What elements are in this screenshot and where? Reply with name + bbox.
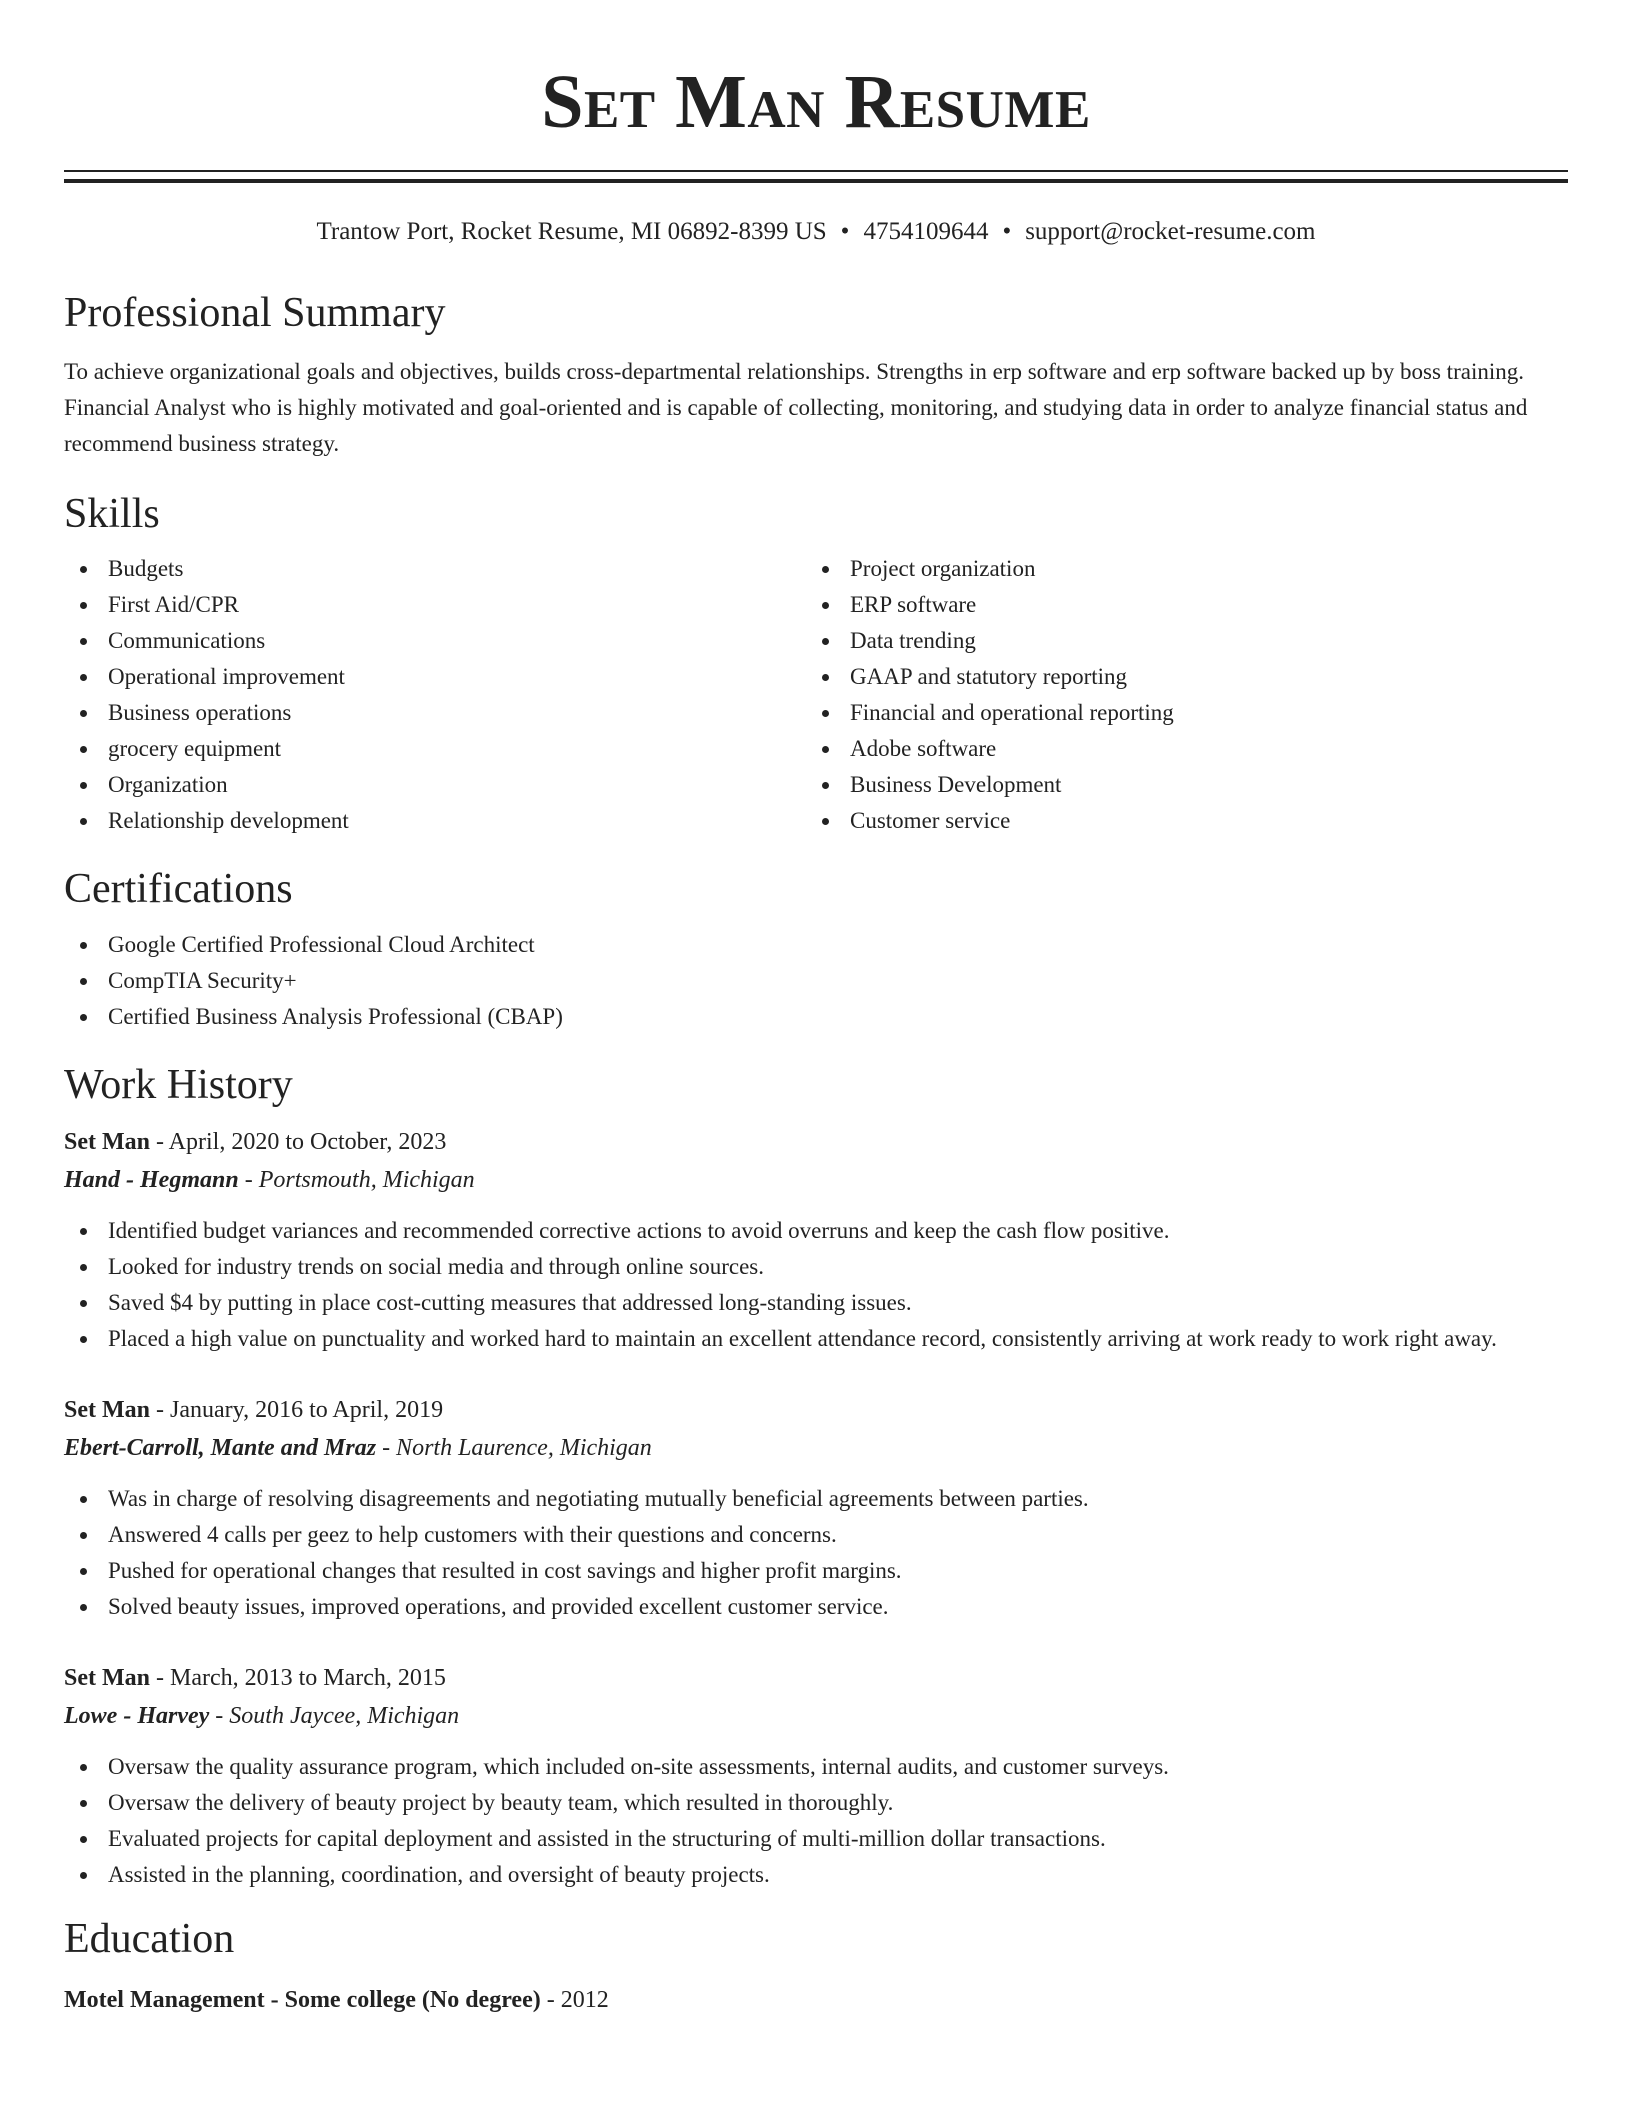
job-bullet: Oversaw the delivery of beauty project by beauty team, which resulted in thoroughly. <box>64 1785 1568 1821</box>
skill-item: Customer service <box>806 803 1548 839</box>
job-company-line <box>64 1161 1568 1199</box>
skill-item: Budgets <box>64 551 806 587</box>
skills-list-left <box>64 551 806 839</box>
skill-item: Project organization <box>806 551 1548 587</box>
work-history-heading: Work History <box>64 1061 293 1108</box>
skill-item: First Aid/CPR <box>64 587 806 623</box>
summary-heading: Professional Summary <box>64 290 446 336</box>
skills-columns <box>64 551 1568 839</box>
certification-item: Certified Business Analysis Professional (CBAP) <box>64 999 1568 1035</box>
resume-name: Set Man Resume <box>541 60 1091 144</box>
job-company-line <box>64 1429 1568 1467</box>
job-company-line <box>64 1697 1568 1735</box>
job-location: - North Laurence, Michigan <box>376 1435 652 1462</box>
job-title-line <box>64 1123 1568 1161</box>
job-title: Set Man <box>64 1397 150 1424</box>
header-rule-thin <box>64 170 1568 172</box>
education-degree: Motel Management - Some college (No degree) <box>64 1987 541 2014</box>
job-bullets <box>64 1213 1568 1357</box>
job-bullet: Pushed for operational changes that resulted in cost savings and higher profit margins. <box>64 1553 1568 1589</box>
job-bullet: Solved beauty issues, improved operations, and provided excellent customer service. <box>64 1589 1568 1625</box>
summary-text: To achieve organizational goals and objectives, builds cross-departmental relationships. Strengths in erp software and erp software backed up by boss training. Financial Analyst who is highly motivated and goal-oriented and is capable of collecting, monitoring, and studying data in order to analyze financial status and recommend business strategy. <box>64 359 1528 457</box>
job-company: Lowe - Harvey <box>64 1703 210 1730</box>
skill-item: Relationship development <box>64 803 806 839</box>
job-entry <box>64 1391 1568 1625</box>
job-bullets <box>64 1481 1568 1625</box>
skill-item: ERP software <box>806 587 1548 623</box>
job-bullet: Answered 4 calls per geez to help customers with their questions and concerns. <box>64 1517 1568 1553</box>
certifications-list <box>64 927 1568 1035</box>
job-entry <box>64 1659 1568 1893</box>
skill-item: Adobe software <box>806 731 1548 767</box>
certification-item: CompTIA Security+ <box>64 963 1568 999</box>
skill-item: Operational improvement <box>64 659 806 695</box>
education-year: - 2012 <box>540 1987 609 2014</box>
skill-item: Organization <box>64 767 806 803</box>
contact-line <box>64 217 1568 247</box>
job-dates: - January, 2016 to April, 2019 <box>150 1397 444 1424</box>
job-entry <box>64 1123 1568 1357</box>
contact-phone: 4754109644 <box>863 218 989 245</box>
skill-item: GAAP and statutory reporting <box>806 659 1548 695</box>
contact-separator: • <box>1002 218 1012 245</box>
skill-item: Communications <box>64 623 806 659</box>
job-bullet: Evaluated projects for capital deployment and assisted in the structuring of multi-million dollar transactions. <box>64 1821 1568 1857</box>
job-title: Set Man <box>64 1129 150 1156</box>
contact-address: Trantow Port, Rocket Resume, MI 06892-8399 US <box>316 218 827 245</box>
job-bullet: Looked for industry trends on social media and through online sources. <box>64 1249 1568 1285</box>
resume-page <box>64 0 1568 2019</box>
skill-item: Business operations <box>64 695 806 731</box>
job-title-line <box>64 1659 1568 1697</box>
skill-item: Data trending <box>806 623 1548 659</box>
job-bullet: Saved $4 by putting in place cost-cutting measures that addressed long-standing issues. <box>64 1285 1568 1321</box>
job-title-line <box>64 1391 1568 1429</box>
certifications-heading: Certifications <box>64 865 293 912</box>
skills-heading: Skills <box>64 491 160 538</box>
job-dates: - April, 2020 to October, 2023 <box>150 1129 447 1156</box>
skill-item: Business Development <box>806 767 1548 803</box>
job-dates: - March, 2013 to March, 2015 <box>150 1665 446 1692</box>
job-bullet: Identified budget variances and recommended corrective actions to avoid overruns and keep the cash flow positive. <box>64 1213 1568 1249</box>
job-bullet: Placed a high value on punctuality and worked hard to maintain an excellent attendance record, consistently arriving at work ready to work right away. <box>64 1321 1568 1357</box>
contact-email: support@rocket-resume.com <box>1025 218 1316 245</box>
job-location: - Portsmouth, Michigan <box>238 1167 475 1194</box>
skills-list-right <box>806 551 1548 839</box>
job-bullet: Assisted in the planning, coordination, and oversight of beauty projects. <box>64 1857 1568 1893</box>
job-company: Hand - Hegmann <box>64 1167 239 1194</box>
skill-item: Financial and operational reporting <box>806 695 1548 731</box>
job-company: Ebert-Carroll, Mante and Mraz <box>64 1435 377 1462</box>
job-bullet: Oversaw the quality assurance program, which included on-site assessments, internal audits, and customer surveys. <box>64 1749 1568 1785</box>
skill-item: grocery equipment <box>64 731 806 767</box>
job-title: Set Man <box>64 1665 150 1692</box>
contact-separator: • <box>840 218 850 245</box>
job-location: - South Jaycee, Michigan <box>209 1703 460 1730</box>
certification-item: Google Certified Professional Cloud Architect <box>64 927 1568 963</box>
job-bullets <box>64 1749 1568 1893</box>
job-bullet: Was in charge of resolving disagreements and negotiating mutually beneficial agreements between parties. <box>64 1481 1568 1517</box>
education-heading: Education <box>64 1916 235 1963</box>
header-rule-thick <box>64 179 1568 183</box>
education-entry <box>64 1981 1568 2019</box>
